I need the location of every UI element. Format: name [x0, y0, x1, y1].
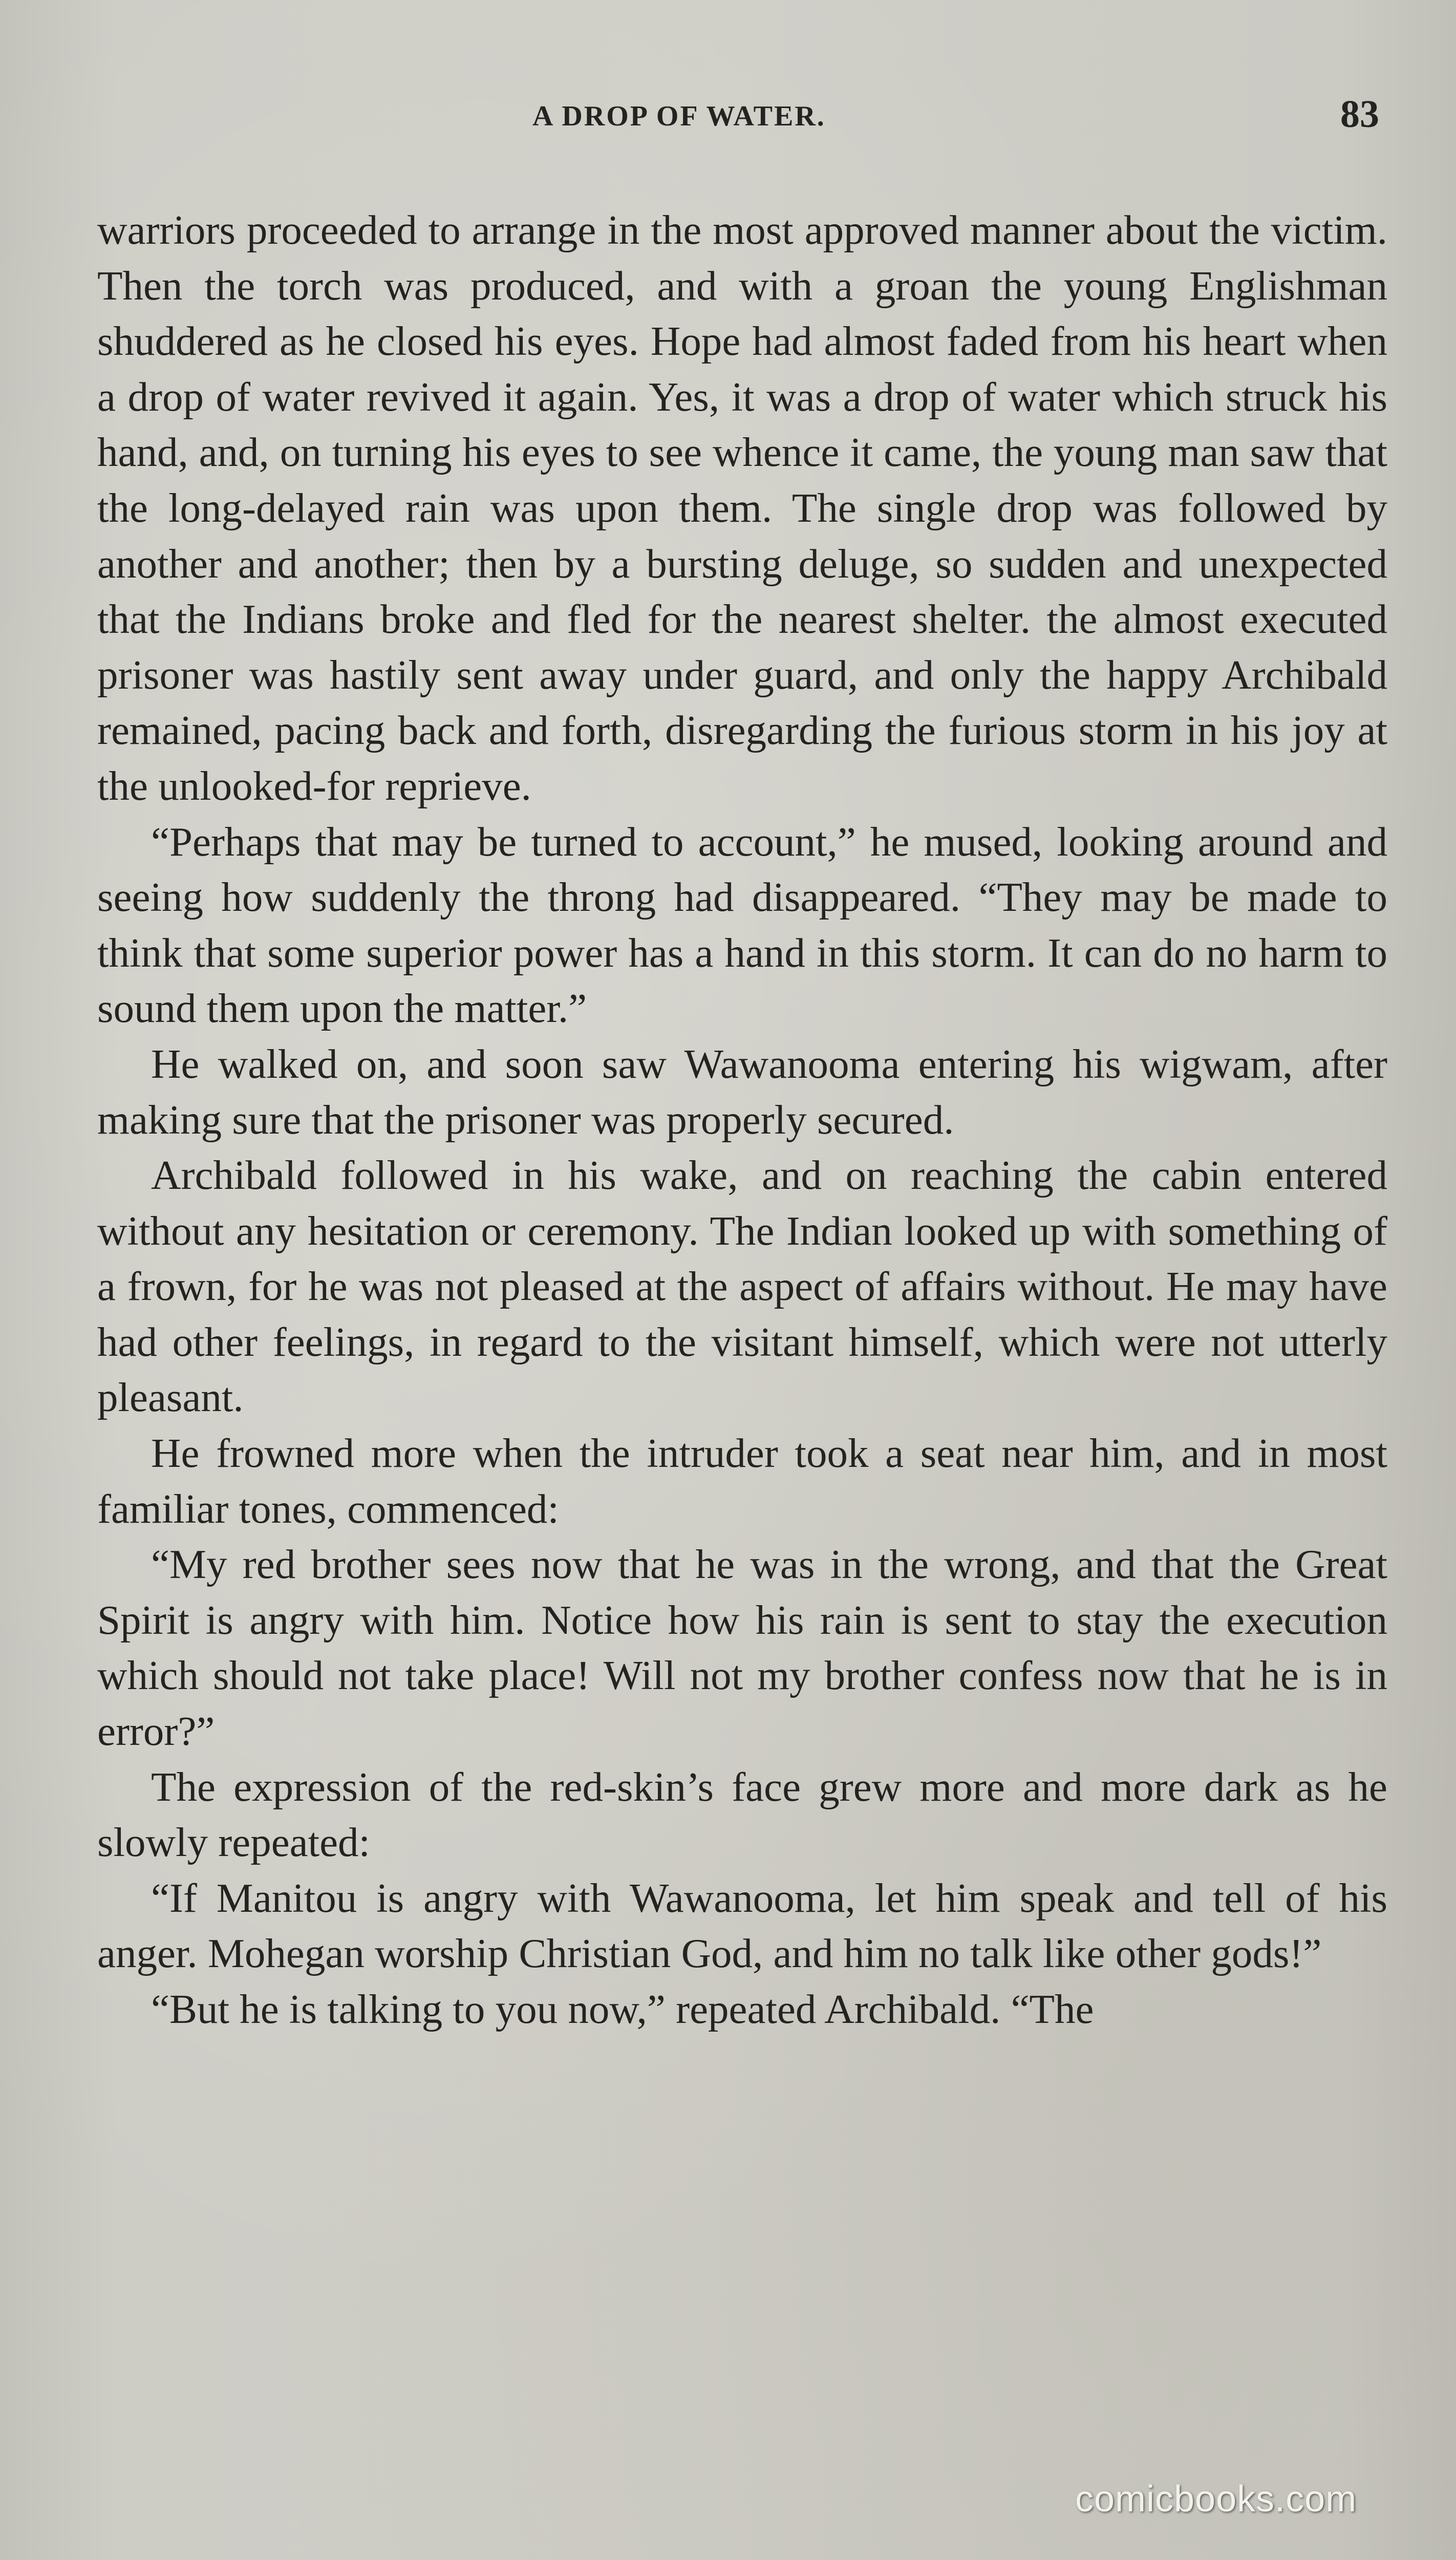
paragraph: Archibald followed in his wake, and on reaching the cabin entered without any hesitation or ceremony. The Indian looked up with something of a frown, for he was not pleased at the aspect of affairs without. He may have had other feelings, in regard to the visitant himself, which were not utterly pleasant.	[97, 1152, 1387, 1421]
paragraph: “But he is talking to you now,” repeated Archibald. “The	[151, 1986, 1094, 2032]
paragraph: warriors proceeded to arrange in the most approved manner about the victim. Then the torch was produced, and with a groan the young Englishman shuddered as he closed his eyes. Hope had almost faded from his heart when a drop of water revived it again. Yes, it was a drop of water which struck his hand, and, on turning his eyes to see whence it came, the young man saw that the long-delayed rain was upon them. The single drop was followed by another and another; then by a bursting deluge, so sudden and unexpected that the Indians broke and fled for the nearest shelter. the almost executed prisoner was hastily sent away under guard, and only the happy Archibald remained, pacing back and forth, disregarding the furious storm in his joy at the unlooked-for reprieve.	[97, 207, 1387, 809]
paragraph: “Perhaps that may be turned to account,” he mused, looking around and seeing how suddenly the throng had disappeared. “They may be made to think that some superior power has a hand in this storm. It can do no harm to sound them upon the matter.”	[97, 818, 1387, 1032]
running-title: A DROP OF WATER.	[532, 100, 826, 132]
page-number: 83	[1340, 93, 1379, 136]
paragraph: He walked on, and soon saw Wawanooma entering his wigwam, after making sure that the prisoner was properly secured.	[97, 1040, 1387, 1143]
site-watermark: comicbooks.com	[1075, 2479, 1357, 2520]
paragraph: The expression of the red-skin’s face grew more and more dark as he slowly repeated:	[97, 1763, 1387, 1866]
body-text	[97, 202, 1387, 2037]
paragraph: He frowned more when the intruder took a seat near him, and in most familiar tones, commenced:	[97, 1430, 1387, 1532]
paragraph: “My red brother sees now that he was in the wrong, and that the Great Spirit is angry with him. Notice how his rain is sent to stay the execution which should not take place! Will not my brother confess now that he is in error?”	[97, 1541, 1387, 1755]
paragraph: “If Manitou is angry with Wawanooma, let him speak and tell of his anger. Mohegan worship Christian God, and him no talk like other gods!”	[97, 1874, 1387, 1977]
